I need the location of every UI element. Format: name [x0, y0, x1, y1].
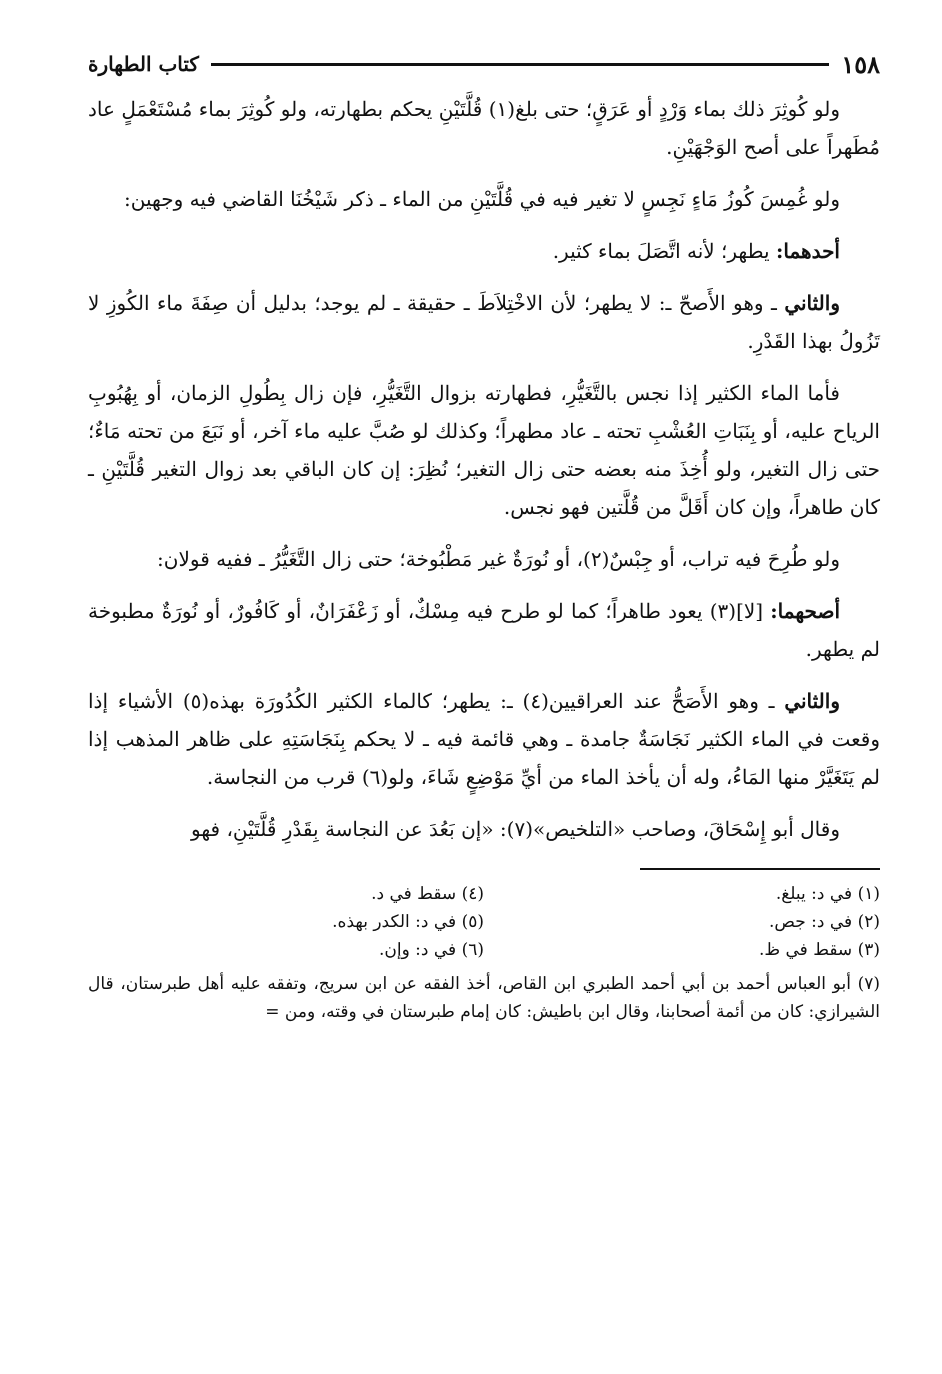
paragraph: أصحهما: [لا](٣) يعود طاهراً؛ كما لو طرح فيه مِسْكٌ، أو زَعْفَرَانٌ، أو كَافُورٌ، أو نُورَةٌ مطبوخة لم يطهر.	[88, 599, 880, 661]
footnote: (١) في د: يبلغ.	[775, 884, 880, 904]
footnote: (٤) سقط في د.	[371, 884, 484, 904]
paragraph: ولو طُرِحَ فيه تراب، أو جِبْسٌ(٢)، أو نُورَةٌ غير مَطْبُوخة؛ حتى زال التَّغَيُّرُ ـ ففيه قولان:	[157, 547, 840, 571]
paragraph: والثاني ـ وهو الأَصحّ ـ: لا يطهر؛ لأن الاخْتِلاَطَ ـ حقيقة ـ لم يوجد؛ بدليل أن صِفَةَ ماء الكُوزِ لا تَزُولُ بهذا القَدْرِ.	[88, 291, 880, 353]
footnote-rule	[640, 868, 880, 870]
footnote: (٦) في د: وإن.	[378, 940, 484, 960]
footnote-column-left	[88, 880, 484, 964]
paragraph: والثاني ـ وهو الأَصَحُّ عند العراقيين(٤) ـ: يطهر؛ كالماء الكثير الكُدُورَة بهذه(٥) الأشياء إذا وقعت في الماء الكثير نَجَاسَةٌ جامدة ـ وهي قائمة فيه ـ لا يحكم بِنَجَاسَتِهِ على ظاهر المذهب إذا لم يَتَغَيَّرْ منها المَاءُ، وله أن يأخذ الماء من أيِّ مَوْضِعٍ شَاءَ، ولو(٦) قرب من النجاسة.	[88, 689, 880, 789]
main-text	[88, 90, 880, 848]
footnote: (٥) في د: الكدر بهذه.	[332, 912, 484, 932]
page-number: ١٥٨	[841, 49, 880, 79]
page-header	[88, 48, 880, 80]
book-page	[88, 48, 880, 1358]
running-title: كتاب الطهارة	[88, 52, 199, 76]
footnote-column-right	[484, 880, 880, 964]
paragraph: ولو كُوثِرَ ذلك بماء وَرْدٍ أو عَرَقٍ؛ حتى بلغ(١) قُلَّتَيْنِ يحكم بطهارته، ولو كُوثِرَ بماء مُسْتَعْمَلٍ عاد مُطَهراً على أصح الوَجْهَيْنِ.	[88, 97, 880, 159]
footnote-long: (٧) أبو العباس أحمد بن أبي أحمد الطبري ابن القاص، أخذ الفقه عن ابن سريج، وتفقه عليه أهل طبرستان، قال الشيرازي: كان من أئمة أصحابنا، وقال ابن باطيش: كان إمام طبرستان في وقته، ومن =	[88, 974, 880, 1022]
footnote: (٢) في د: جص.	[769, 912, 880, 932]
footnotes	[88, 880, 880, 1026]
paragraph: ولو غُمِسَ كُوزُ مَاءٍ نَجِسٍ لا تغير فيه في قُلَّتَيْنِ من الماء ـ ذكر شَيْخُنَا القاضي فيه وجهين:	[124, 187, 840, 211]
paragraph: وقال أبو إِسْحَاقَ، وصاحب «التلخيص»(٧): «إن بَعُدَ عن النجاسة بِقَدْرِ قُلَّتَيْنِ، فهو	[191, 817, 840, 841]
header-rule	[211, 63, 829, 66]
paragraph: فأما الماء الكثير إذا نجس بالتَّغَيُّرِ، فطهارته بزوال التَّغَيُّرِ، فإن زال بِطُولِ الزمان، أو بِهُبُوبِ الرياح عليه، أو بِنَبَاتِ العُشْبِ تحته ـ عاد مطهراً؛ وكذلك لو صُبَّ عليه ماء آخر، أو نَبَعَ من تحته مَاءٌ؛ حتى زال التغير، ولو أُخِذَ منه بعضه حتى زال التغير؛ نُظِرَ: إن كان الباقي بعد زوال التغير قُلَّتَيْنِ ـ كان طاهراً، وإن كان أَقَلَّ من قُلَّتين فهو نجس.	[88, 381, 880, 519]
paragraph: أحدهما: يطهر؛ لأنه اتَّصَلَ بماء كثير.	[552, 239, 840, 263]
footnote: (٣) سقط في ظ.	[758, 940, 880, 960]
footnote-columns	[88, 880, 880, 964]
